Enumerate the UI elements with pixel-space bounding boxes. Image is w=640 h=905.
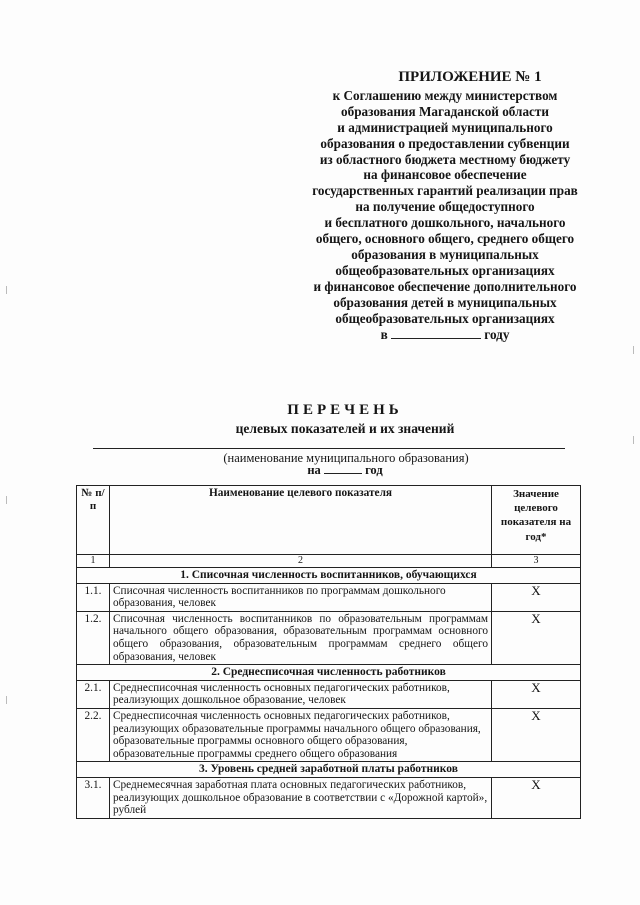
appendix-header bbox=[292, 70, 598, 342]
list-title: ПЕРЕЧЕНЬ bbox=[287, 402, 403, 418]
row-text: Среднемесячная заработная плата основных педагогических работников, реализующих дошкольное образование в соответствии с «Дорожной картой», рублей bbox=[110, 777, 492, 818]
row-text: Среднесписочная численность основных педагогических работников, реализующих образовательные программы начального общего образования, образовательные программы основного общего образования, образовательные программы среднего общего образования bbox=[110, 708, 492, 761]
row-text: Списочная численность воспитанников по программам дошкольного образования, человек bbox=[110, 583, 492, 611]
municipality-caption: (наименование муниципального образования) bbox=[223, 451, 469, 465]
list-year-prefix: на bbox=[307, 463, 321, 477]
list-year-line bbox=[270, 463, 420, 478]
appendix-line: общеобразовательных организациях bbox=[335, 310, 555, 326]
section-row bbox=[77, 665, 581, 681]
appendix-line: и бесплатного дошкольного, начального bbox=[324, 215, 566, 231]
section-row bbox=[77, 762, 581, 778]
table-row bbox=[77, 611, 581, 664]
row-text: Списочная численность воспитанников по образовательным программам начального общего образования, образовательным программам основного общего образования, образовательным программам среднего общего образования, человек bbox=[110, 611, 492, 664]
row-value: X bbox=[492, 611, 581, 664]
appendix-line: образования детей в муниципальных bbox=[333, 294, 557, 310]
list-subtitle: целевых показателей и их значений bbox=[235, 421, 455, 436]
appendix-year-line bbox=[292, 327, 598, 343]
appendix-line: образования Магаданской области bbox=[341, 103, 549, 119]
row-num: 2.1. bbox=[77, 680, 110, 708]
section-title: 2. Среднесписочная численность работников bbox=[77, 665, 581, 681]
year-blank bbox=[391, 327, 481, 339]
scan-mark bbox=[6, 286, 7, 294]
row-value: X bbox=[492, 583, 581, 611]
section-title: 1. Списочная численность воспитанников, обучающихся bbox=[77, 568, 581, 584]
row-num: 1.2. bbox=[77, 611, 110, 664]
table-header-row bbox=[77, 486, 581, 555]
appendix-line: к Соглашению между министерством bbox=[332, 87, 558, 103]
appendix-title: ПРИЛОЖЕНИЕ № 1 bbox=[398, 69, 542, 85]
appendix-line: и финансовое обеспечение дополнительного bbox=[313, 278, 577, 294]
row-text: Среднесписочная численность основных педагогических работников, реализующих дошкольное образование, человек bbox=[110, 680, 492, 708]
year-prefix: в bbox=[380, 326, 388, 342]
header-num: № п/п bbox=[77, 486, 110, 555]
appendix-line: общеобразовательных организациях bbox=[335, 262, 555, 278]
scan-mark bbox=[6, 696, 7, 704]
list-year-suffix: год bbox=[365, 463, 383, 477]
section-title: 3. Уровень средней заработной платы работников bbox=[77, 762, 581, 778]
column-number: 1 bbox=[77, 555, 110, 568]
list-year-blank bbox=[324, 464, 362, 474]
table-row bbox=[77, 777, 581, 818]
appendix-line: образования о предоставлении субвенции bbox=[320, 135, 570, 151]
appendix-line: государственных гарантий реализации прав bbox=[312, 183, 578, 199]
row-num: 2.2. bbox=[77, 708, 110, 761]
section-row bbox=[77, 568, 581, 584]
row-value: X bbox=[492, 777, 581, 818]
appendix-line: и администрацией муниципального bbox=[337, 119, 553, 135]
header-value: Значение целевого показателя на год* bbox=[492, 486, 581, 555]
row-num: 1.1. bbox=[77, 583, 110, 611]
scan-mark bbox=[6, 496, 7, 504]
column-number: 2 bbox=[110, 555, 492, 568]
row-num: 3.1. bbox=[77, 777, 110, 818]
scan-mark bbox=[633, 346, 634, 354]
column-number: 3 bbox=[492, 555, 581, 568]
targets-table bbox=[76, 485, 581, 819]
header-name: Наименование целевого показателя bbox=[110, 486, 492, 555]
row-value: X bbox=[492, 708, 581, 761]
year-suffix: году bbox=[484, 326, 510, 342]
appendix-line: образования в муниципальных bbox=[351, 246, 539, 262]
table-row bbox=[77, 583, 581, 611]
scan-mark bbox=[633, 436, 634, 444]
table-row bbox=[77, 680, 581, 708]
appendix-line: из областного бюджета местному бюджету bbox=[319, 151, 571, 167]
row-value: X bbox=[492, 680, 581, 708]
appendix-line: на получение общедоступного bbox=[355, 199, 535, 215]
appendix-line: на финансовое обеспечение bbox=[363, 167, 527, 183]
municipality-line bbox=[93, 448, 565, 449]
table-row bbox=[77, 708, 581, 761]
column-number-row bbox=[77, 555, 581, 568]
appendix-line: общего, основного общего, среднего общего bbox=[315, 231, 575, 247]
